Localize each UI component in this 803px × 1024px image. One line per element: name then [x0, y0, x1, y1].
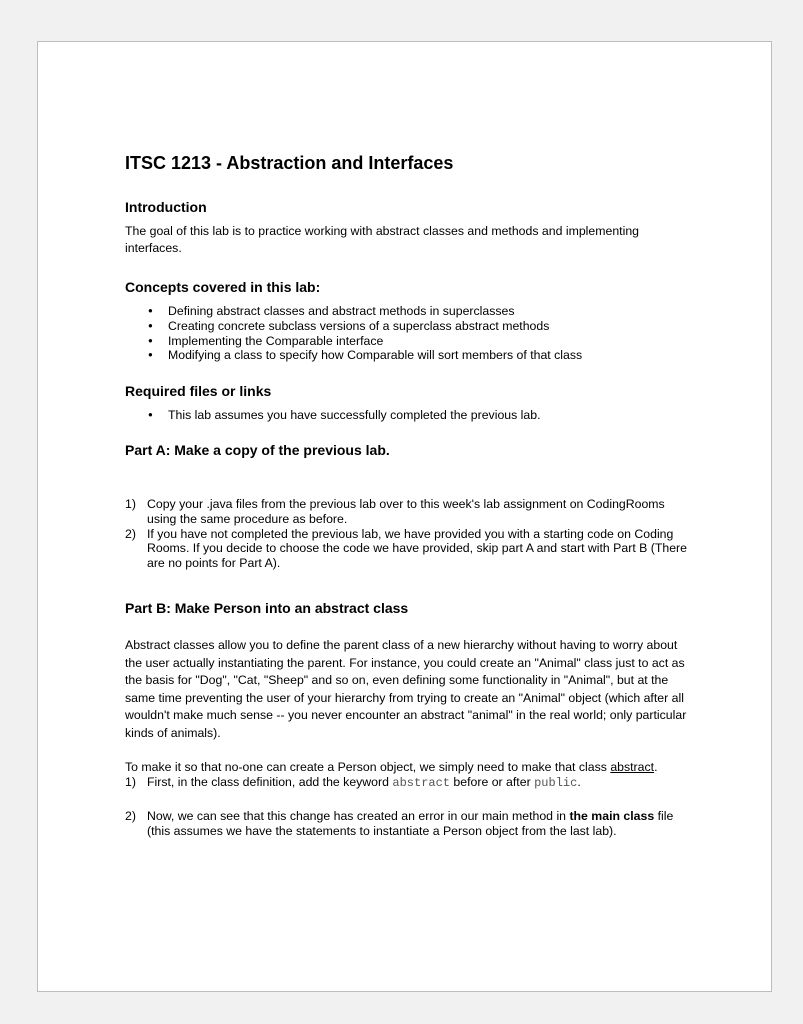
part-b-paragraph: Abstract classes allow you to define the parent class of a new hierarchy without having to worry about the user actually instantiating the parent. For instance, you could create an "Animal" class just to act as the basis for "Dog", "Cat, "Sheep" and so on, even defining some functionality in "Animal", but at the same time preventing the user of your hierarchy from trying to create an "Animal" object (which after all wouldn't make much sense -- you never encounter an abstract "animal" in the real world; only particular kinds of animals). [125, 637, 687, 740]
step-number: 1) [125, 496, 136, 511]
document-content [125, 152, 690, 838]
required-heading: Required files or links [125, 383, 272, 400]
step-text: First, in the class definition, add the keyword [147, 775, 389, 790]
introduction-text: The goal of this lab is to practice working with abstract classes and methods and implementing interfaces. [125, 224, 639, 255]
list-item: ● Creating concrete subclass versions of a superclass abstract methods [125, 319, 690, 334]
concepts-heading: Concepts covered in this lab: [125, 279, 321, 295]
step-text: file (this assumes we have the statements to instantiate a Person object from the last lab). [147, 808, 674, 838]
step-number: 1) [125, 775, 136, 790]
step-text: If you have not completed the previous lab, we have provided you with a starting code on Coding Rooms. If you decide to choose the code we have provided, skip part A and start with Part B (There are no points for Part A). [147, 526, 687, 571]
abstract-link[interactable]: abstract [610, 759, 655, 774]
part-a-heading: Part A: Make a copy of the previous lab. [125, 441, 390, 458]
step-text: Copy your .java files from the previous lab over to this week's lab assignment on CodingRooms using the same procedure as before. [147, 496, 665, 526]
list-item [125, 527, 690, 571]
list-item [125, 809, 690, 839]
list-item: ● Implementing the Comparable interface [125, 334, 690, 349]
step-number: 2) [125, 808, 136, 823]
part-a-steps [125, 497, 690, 571]
step-end: . [577, 775, 581, 790]
part-b-steps [125, 775, 690, 838]
step-text: before or after [453, 775, 531, 790]
introduction-heading: Introduction [125, 199, 207, 215]
part-b-heading: Part B: Make Person into an abstract class [125, 599, 409, 616]
list-item [125, 497, 690, 527]
list-item: ● Modifying a class to specify how Comparable will sort members of that class [125, 348, 690, 363]
list-item: ● This lab assumes you have successfully completed the previous lab. [125, 408, 690, 423]
document-title: ITSC 1213 - Abstraction and Interfaces [125, 153, 454, 173]
step-bold-text: the main class [569, 808, 655, 823]
required-list [125, 408, 690, 423]
step-text: Now, we can see that this change has created an error in our main method in [147, 808, 567, 823]
list-item [125, 775, 690, 791]
code-public: public [534, 776, 578, 791]
step-number: 2) [125, 526, 136, 541]
make-abstract-sentence: To make it so that no-one can create a Person object, we simply need to make that class [125, 759, 607, 774]
list-item: ● Defining abstract classes and abstract methods in superclasses [125, 304, 690, 319]
document-page [37, 41, 772, 992]
code-abstract: abstract [392, 776, 450, 791]
make-abstract-end: . [654, 759, 658, 774]
make-abstract-text [125, 759, 690, 776]
concepts-list [125, 304, 690, 363]
